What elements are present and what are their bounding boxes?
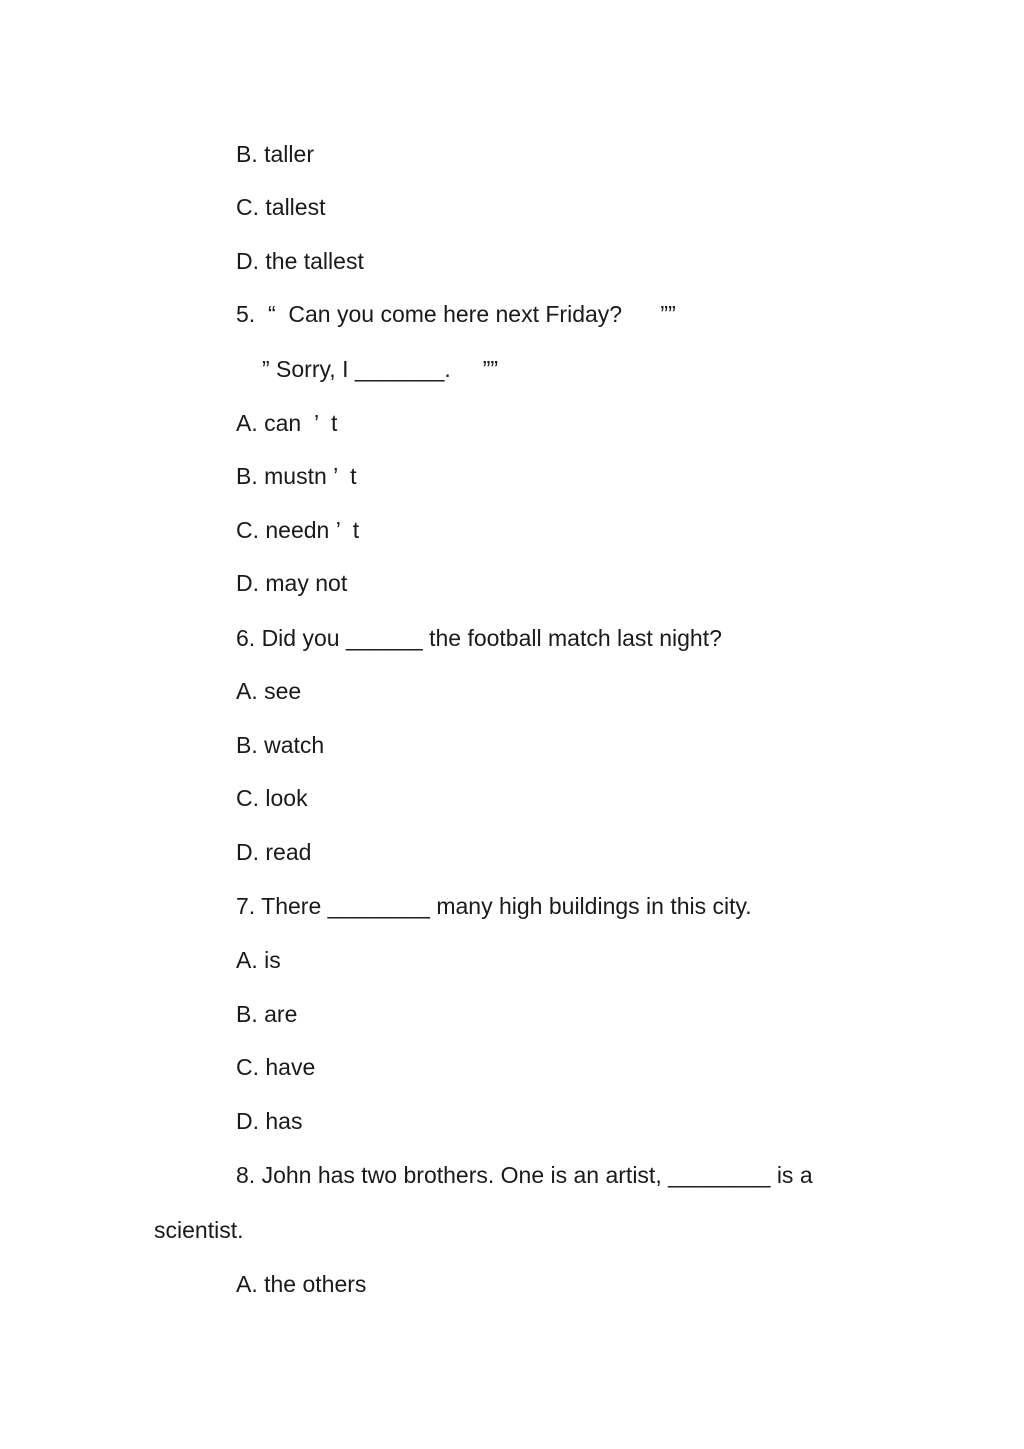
q6-option-b: B. watch xyxy=(236,732,325,758)
q8-option-a: A. the others xyxy=(236,1271,367,1297)
q6-prompt: 6. Did you ______ the football match last night? xyxy=(236,625,722,651)
q5-prompt: 5. “ Can you come here next Friday? ”” xyxy=(236,301,676,327)
q8-prompt-continued: scientist. xyxy=(154,1217,244,1243)
q4-option-d: D. the tallest xyxy=(236,248,364,274)
q7-option-a: A. is xyxy=(236,947,281,973)
q6-option-d: D. read xyxy=(236,839,312,865)
q7-option-c: C. have xyxy=(236,1054,316,1080)
q4-option-c: C. tallest xyxy=(236,194,326,220)
q7-prompt: 7. There ________ many high buildings in this city. xyxy=(236,893,752,919)
q5-option-b: B. mustn ’ t xyxy=(236,463,357,489)
q6-option-a: A. see xyxy=(236,678,302,704)
q5-response: ” Sorry, I _______. ”” xyxy=(262,356,499,382)
q5-option-d: D. may not xyxy=(236,570,348,596)
q4-option-b: B. taller xyxy=(236,141,314,167)
q6-option-c: C. look xyxy=(236,785,308,811)
q7-option-b: B. are xyxy=(236,1001,298,1027)
q8-prompt: 8. John has two brothers. One is an artist, ________ is a xyxy=(236,1162,813,1188)
q7-option-d: D. has xyxy=(236,1108,303,1134)
q5-option-a: A. can ’ t xyxy=(236,410,338,436)
q5-option-c: C. needn ’ t xyxy=(236,517,360,543)
